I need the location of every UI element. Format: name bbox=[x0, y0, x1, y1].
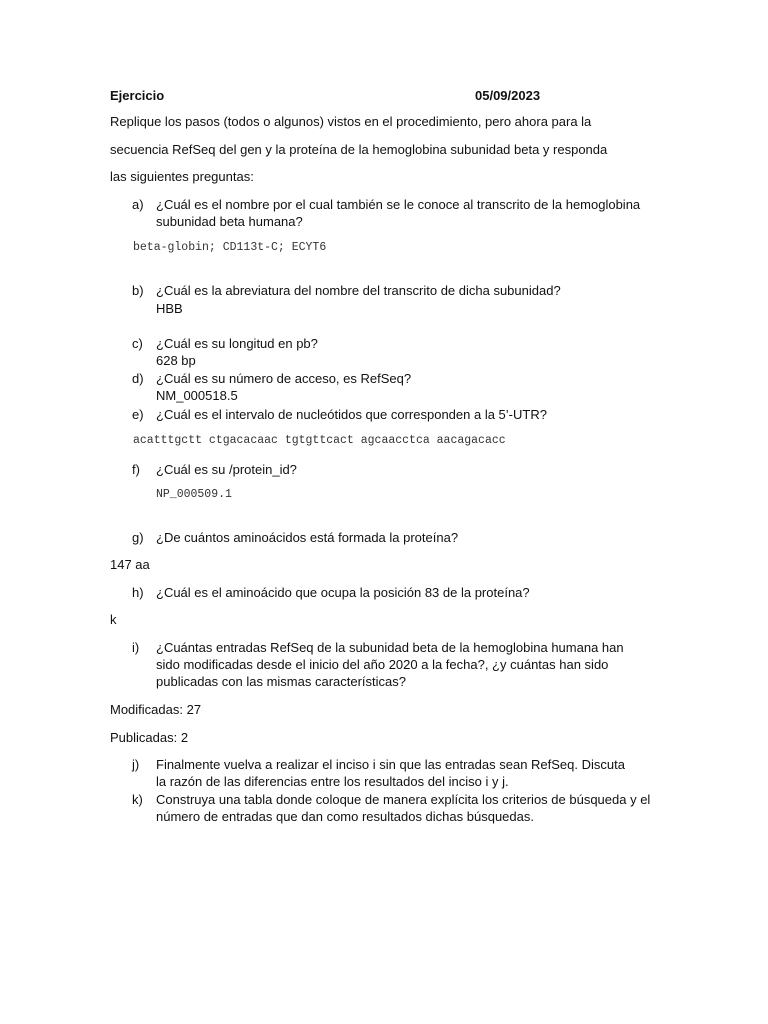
answer-i-modified: Modificadas: 27 bbox=[110, 702, 202, 717]
exercise-title: Ejercicio bbox=[110, 88, 165, 103]
answer-b: HBB bbox=[156, 301, 183, 316]
intro-line-1: Replique los pasos (todos o algunos) vistos en el procedimiento, pero ahora para la bbox=[110, 114, 592, 129]
question-i: ¿Cuántas entradas RefSeq de la subunidad beta de la hemoglobina humana han sido modificadas desde el inicio del año 2020 a la fecha?, ¿y cuántas han sido publicadas con las mismas características? bbox=[156, 640, 624, 689]
item-marker-j: j) bbox=[132, 757, 140, 772]
item-marker-b: b) bbox=[132, 283, 144, 298]
answer-d: NM_000518.5 bbox=[156, 388, 238, 403]
question-c: ¿Cuál es su longitud en pb? bbox=[156, 336, 318, 351]
question-b: ¿Cuál es la abreviatura del nombre del transcrito de dicha subunidad? bbox=[156, 283, 561, 298]
answer-c: 628 bp bbox=[156, 353, 196, 368]
question-a: ¿Cuál es el nombre por el cual también se le conoce al transcrito de la hemoglobina subunidad beta humana? bbox=[156, 197, 641, 229]
item-marker-f: f) bbox=[132, 462, 140, 477]
answer-g: 147 aa bbox=[110, 557, 150, 572]
question-h: ¿Cuál es el aminoácido que ocupa la posición 83 de la proteína? bbox=[156, 585, 530, 600]
item-marker-k: k) bbox=[132, 792, 143, 807]
question-e: ¿Cuál es el intervalo de nucleótidos que corresponden a la 5’-UTR? bbox=[156, 407, 547, 422]
answer-a: beta-globin; CD113t-C; ECYT6 bbox=[133, 241, 327, 254]
item-marker-i: i) bbox=[132, 640, 140, 655]
intro-line-3: las siguientes preguntas: bbox=[110, 169, 254, 184]
intro-line-2: secuencia RefSeq del gen y la proteína de la hemoglobina subunidad beta y responda bbox=[110, 142, 608, 157]
answer-i-published: Publicadas: 2 bbox=[110, 730, 189, 745]
item-marker-g: g) bbox=[132, 530, 144, 545]
question-f: ¿Cuál es su /protein_id? bbox=[156, 462, 297, 477]
answer-h: k bbox=[110, 612, 117, 627]
answer-e: acatttgctt ctgacacaac tgtgttcact agcaacctca aacagacacc bbox=[133, 434, 506, 447]
question-j: Finalmente vuelva a realizar el inciso i sin que las entradas sean RefSeq. Discuta la razón de las diferencias entre los resultados del inciso i y j. bbox=[156, 757, 625, 789]
question-k: Construya una tabla donde coloque de manera explícita los criterios de búsqueda y el número de entradas que dan como resultados dichas búsquedas. bbox=[156, 792, 651, 824]
item-marker-e: e) bbox=[132, 407, 144, 422]
question-d: ¿Cuál es su número de acceso, es RefSeq? bbox=[156, 371, 412, 386]
answer-f: NP_000509.1 bbox=[156, 488, 232, 501]
question-g: ¿De cuántos aminoácidos está formada la proteína? bbox=[156, 530, 459, 545]
item-marker-a: a) bbox=[132, 197, 144, 212]
item-marker-d: d) bbox=[132, 371, 144, 386]
exercise-date: 05/09/2023 bbox=[475, 88, 541, 103]
item-marker-h: h) bbox=[132, 585, 144, 600]
item-marker-c: c) bbox=[132, 336, 143, 351]
